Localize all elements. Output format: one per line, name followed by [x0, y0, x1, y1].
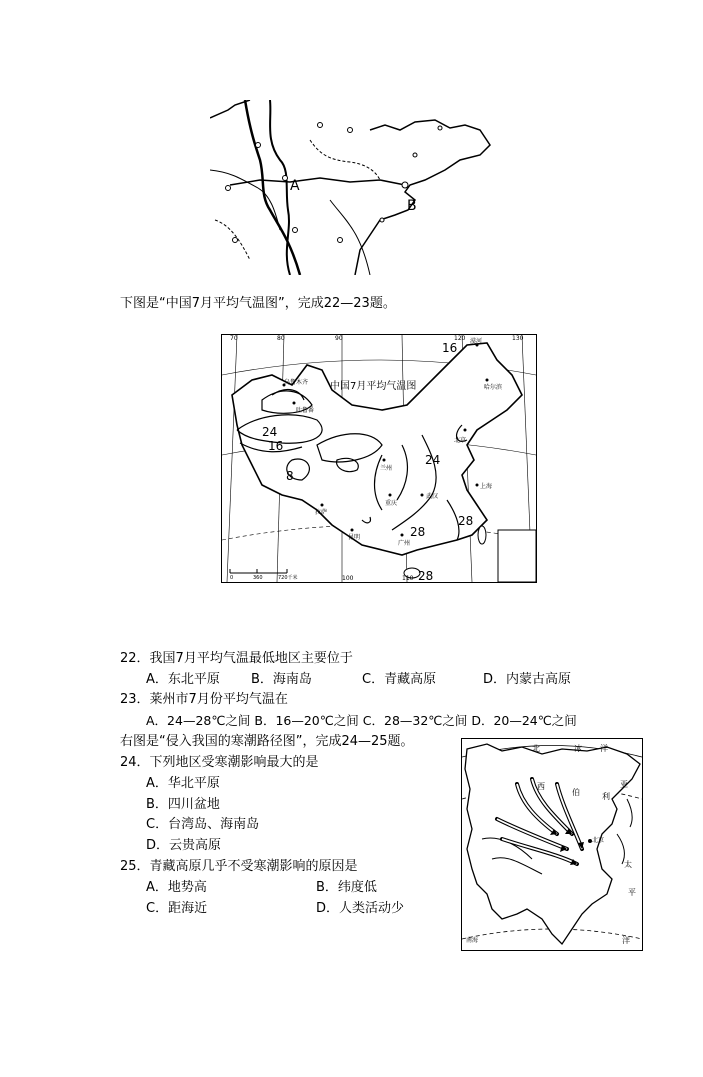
city-label: 昆明	[348, 534, 361, 541]
city-label: 武汉	[426, 493, 439, 500]
city-label: 上海	[480, 483, 493, 490]
cold-map-label: 太	[624, 860, 632, 869]
cold-map-label: 北	[532, 744, 540, 753]
scale-label: 0	[230, 575, 234, 581]
q22-option-d: D．内蒙古高原	[483, 672, 572, 687]
q22-stem: 22．我国7月平均气温最低地区主要位于	[120, 651, 353, 666]
cold-map-label: 冰	[574, 744, 582, 753]
cold-map-label: 洋	[600, 744, 608, 753]
cold-map-label: 北京	[592, 837, 605, 844]
city-label: 乌鲁木齐	[284, 379, 309, 386]
lon-label: 110	[402, 575, 414, 582]
city-label: 漠河	[470, 338, 483, 345]
isotherm-label: 16	[442, 341, 458, 355]
isotherm-label: 28	[410, 525, 426, 539]
lon-label: 120	[454, 335, 466, 342]
city-label: 拉萨	[315, 509, 328, 516]
cold-map-label: 平	[628, 888, 636, 897]
lon-label: 80	[277, 335, 285, 342]
q24-option-b: B．四川盆地	[146, 797, 220, 812]
city-label: 重庆	[385, 500, 398, 507]
top-map	[210, 100, 500, 275]
isotherm-label: 24	[262, 425, 278, 439]
lon-label: 100	[342, 575, 354, 582]
city-label: 兰州	[380, 465, 393, 472]
label-a: A	[290, 178, 300, 194]
lon-label: 90	[335, 335, 343, 342]
label-b: B	[407, 198, 417, 214]
isotherm-label: 28	[458, 514, 474, 528]
q25-stem: 25．青藏高原几乎不受寒潮影响的原因是	[120, 859, 358, 874]
cold-map-label: 洋	[622, 936, 630, 945]
intro-22-23: 下图是“中国7月平均气温图”，完成22—23题。	[120, 296, 396, 311]
q25-option-a: A．地势高	[146, 880, 207, 895]
city-label: 北京	[454, 437, 467, 444]
cold-map-label: 伯	[572, 788, 580, 797]
q22-option-a: A．东北平原	[146, 672, 220, 687]
cold-wave-map	[461, 738, 643, 951]
lon-label: 70	[230, 335, 238, 342]
lon-label: 130	[512, 335, 524, 342]
isotherm-label: 24	[425, 453, 441, 467]
q24-option-a: A．华北平原	[146, 776, 220, 791]
intro-24-25: 右图是“侵入我国的寒潮路径图”，完成24—25题。	[120, 734, 414, 749]
temp-map	[221, 334, 537, 583]
cold-map-label: 西	[537, 782, 545, 791]
q22-option-b: B．海南岛	[251, 672, 312, 687]
temp-map-title: 中国7月平均气温图	[330, 381, 417, 392]
q24-stem: 24．下列地区受寒潮影响最大的是	[120, 755, 319, 770]
isotherm-label: 28	[418, 569, 434, 583]
q25-option-d: D．人类活动少	[316, 901, 405, 916]
q23-options: A．24—28℃之间 B．16—20℃之间 C．28—32℃之间 D．20—24℃之间	[146, 713, 577, 728]
city-label: 广州	[398, 540, 411, 547]
cold-map-label: 利	[602, 792, 610, 801]
q24-option-c: C．台湾岛、海南岛	[146, 817, 260, 832]
city-label: 哈尔滨	[484, 384, 503, 391]
isotherm-label: 16	[268, 439, 284, 453]
q22-option-c: C．青藏高原	[362, 672, 437, 687]
city-label: 吐鲁番	[296, 407, 315, 414]
q24-option-d: D．云贵高原	[146, 838, 222, 853]
cold-map-label: 亚	[620, 780, 628, 789]
scale-label: 360	[253, 575, 263, 581]
q25-option-b: B．纬度低	[316, 880, 377, 895]
q25-option-c: C．距海近	[146, 901, 208, 916]
scale-label: 720千米	[278, 575, 298, 581]
cold-map-label: 南海	[466, 937, 479, 944]
isotherm-label: 8	[286, 469, 294, 483]
q23-stem: 23．莱州市7月份平均气温在	[120, 692, 288, 707]
